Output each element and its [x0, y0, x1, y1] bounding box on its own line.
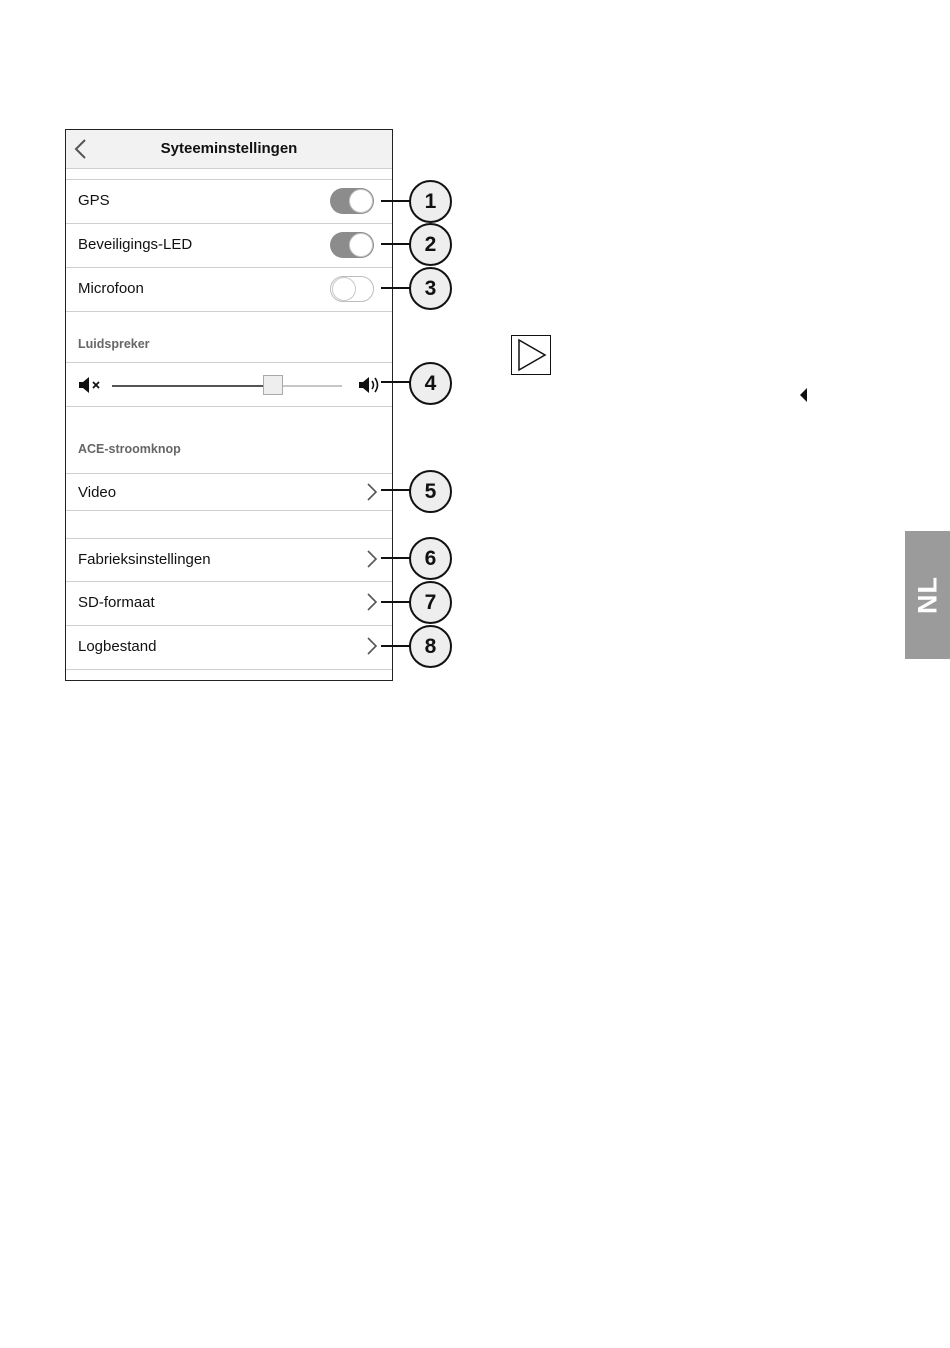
volume-slider-fill [112, 385, 273, 387]
play-icon [511, 335, 551, 375]
callout-leader [381, 287, 411, 289]
chevron-right-icon [366, 637, 378, 655]
callout-7: 7 [409, 581, 452, 624]
security-led-toggle[interactable] [330, 232, 374, 258]
callout-leader [381, 489, 411, 491]
speaker-volume-row [66, 362, 392, 407]
nav-label: Video [78, 484, 117, 501]
chevron-right-icon [366, 593, 378, 611]
title-bar [66, 130, 392, 169]
callout-leader [381, 645, 411, 647]
language-tab [905, 531, 950, 659]
settings-screen [65, 129, 393, 681]
nav-label: SD-formaat [78, 594, 155, 611]
nav-row-sd-format[interactable] [66, 582, 392, 626]
nav-row-factory-settings[interactable] [66, 538, 392, 582]
callout-leader [381, 601, 411, 603]
nav-row-video[interactable] [66, 473, 392, 511]
callout-5: 5 [409, 470, 452, 513]
callout-leader [381, 200, 411, 202]
setting-row-gps[interactable] [66, 179, 392, 224]
page-title: Syteeminstellingen [160, 140, 298, 157]
volume-slider[interactable] [112, 385, 342, 387]
callout-leader [381, 557, 411, 559]
speaker-mute-icon[interactable] [78, 377, 104, 393]
callout-3: 3 [409, 267, 452, 310]
toggle-knob [349, 233, 373, 257]
triangle-left-icon [800, 388, 807, 402]
setting-label: Beveiligings-LED [78, 236, 193, 253]
nav-row-log-file[interactable] [66, 626, 392, 670]
chevron-right-icon [366, 483, 378, 501]
chevron-right-icon [366, 550, 378, 568]
volume-slider-thumb[interactable] [263, 375, 283, 395]
section-header-ace-button: ACE-stroomknop [78, 442, 181, 456]
nav-label: Logbestand [78, 638, 157, 655]
gps-toggle[interactable] [330, 188, 374, 214]
callout-4: 4 [409, 362, 452, 405]
microphone-toggle[interactable] [330, 276, 374, 302]
nav-label: Fabrieksinstellingen [78, 551, 211, 568]
section-header-speaker: Luidspreker [78, 337, 150, 351]
callout-1: 1 [409, 180, 452, 223]
setting-row-security-led[interactable] [66, 224, 392, 268]
toggle-knob [332, 277, 356, 301]
setting-label: GPS [78, 192, 110, 209]
callout-leader [381, 381, 411, 383]
setting-row-microphone[interactable] [66, 268, 392, 312]
callout-8: 8 [409, 625, 452, 668]
speaker-loud-icon[interactable] [358, 376, 380, 394]
setting-label: Microfoon [78, 280, 144, 297]
callout-6: 6 [409, 537, 452, 580]
language-tab-label: NL [912, 576, 942, 614]
callout-2: 2 [409, 223, 452, 266]
toggle-knob [349, 189, 373, 213]
callout-leader [381, 243, 411, 245]
